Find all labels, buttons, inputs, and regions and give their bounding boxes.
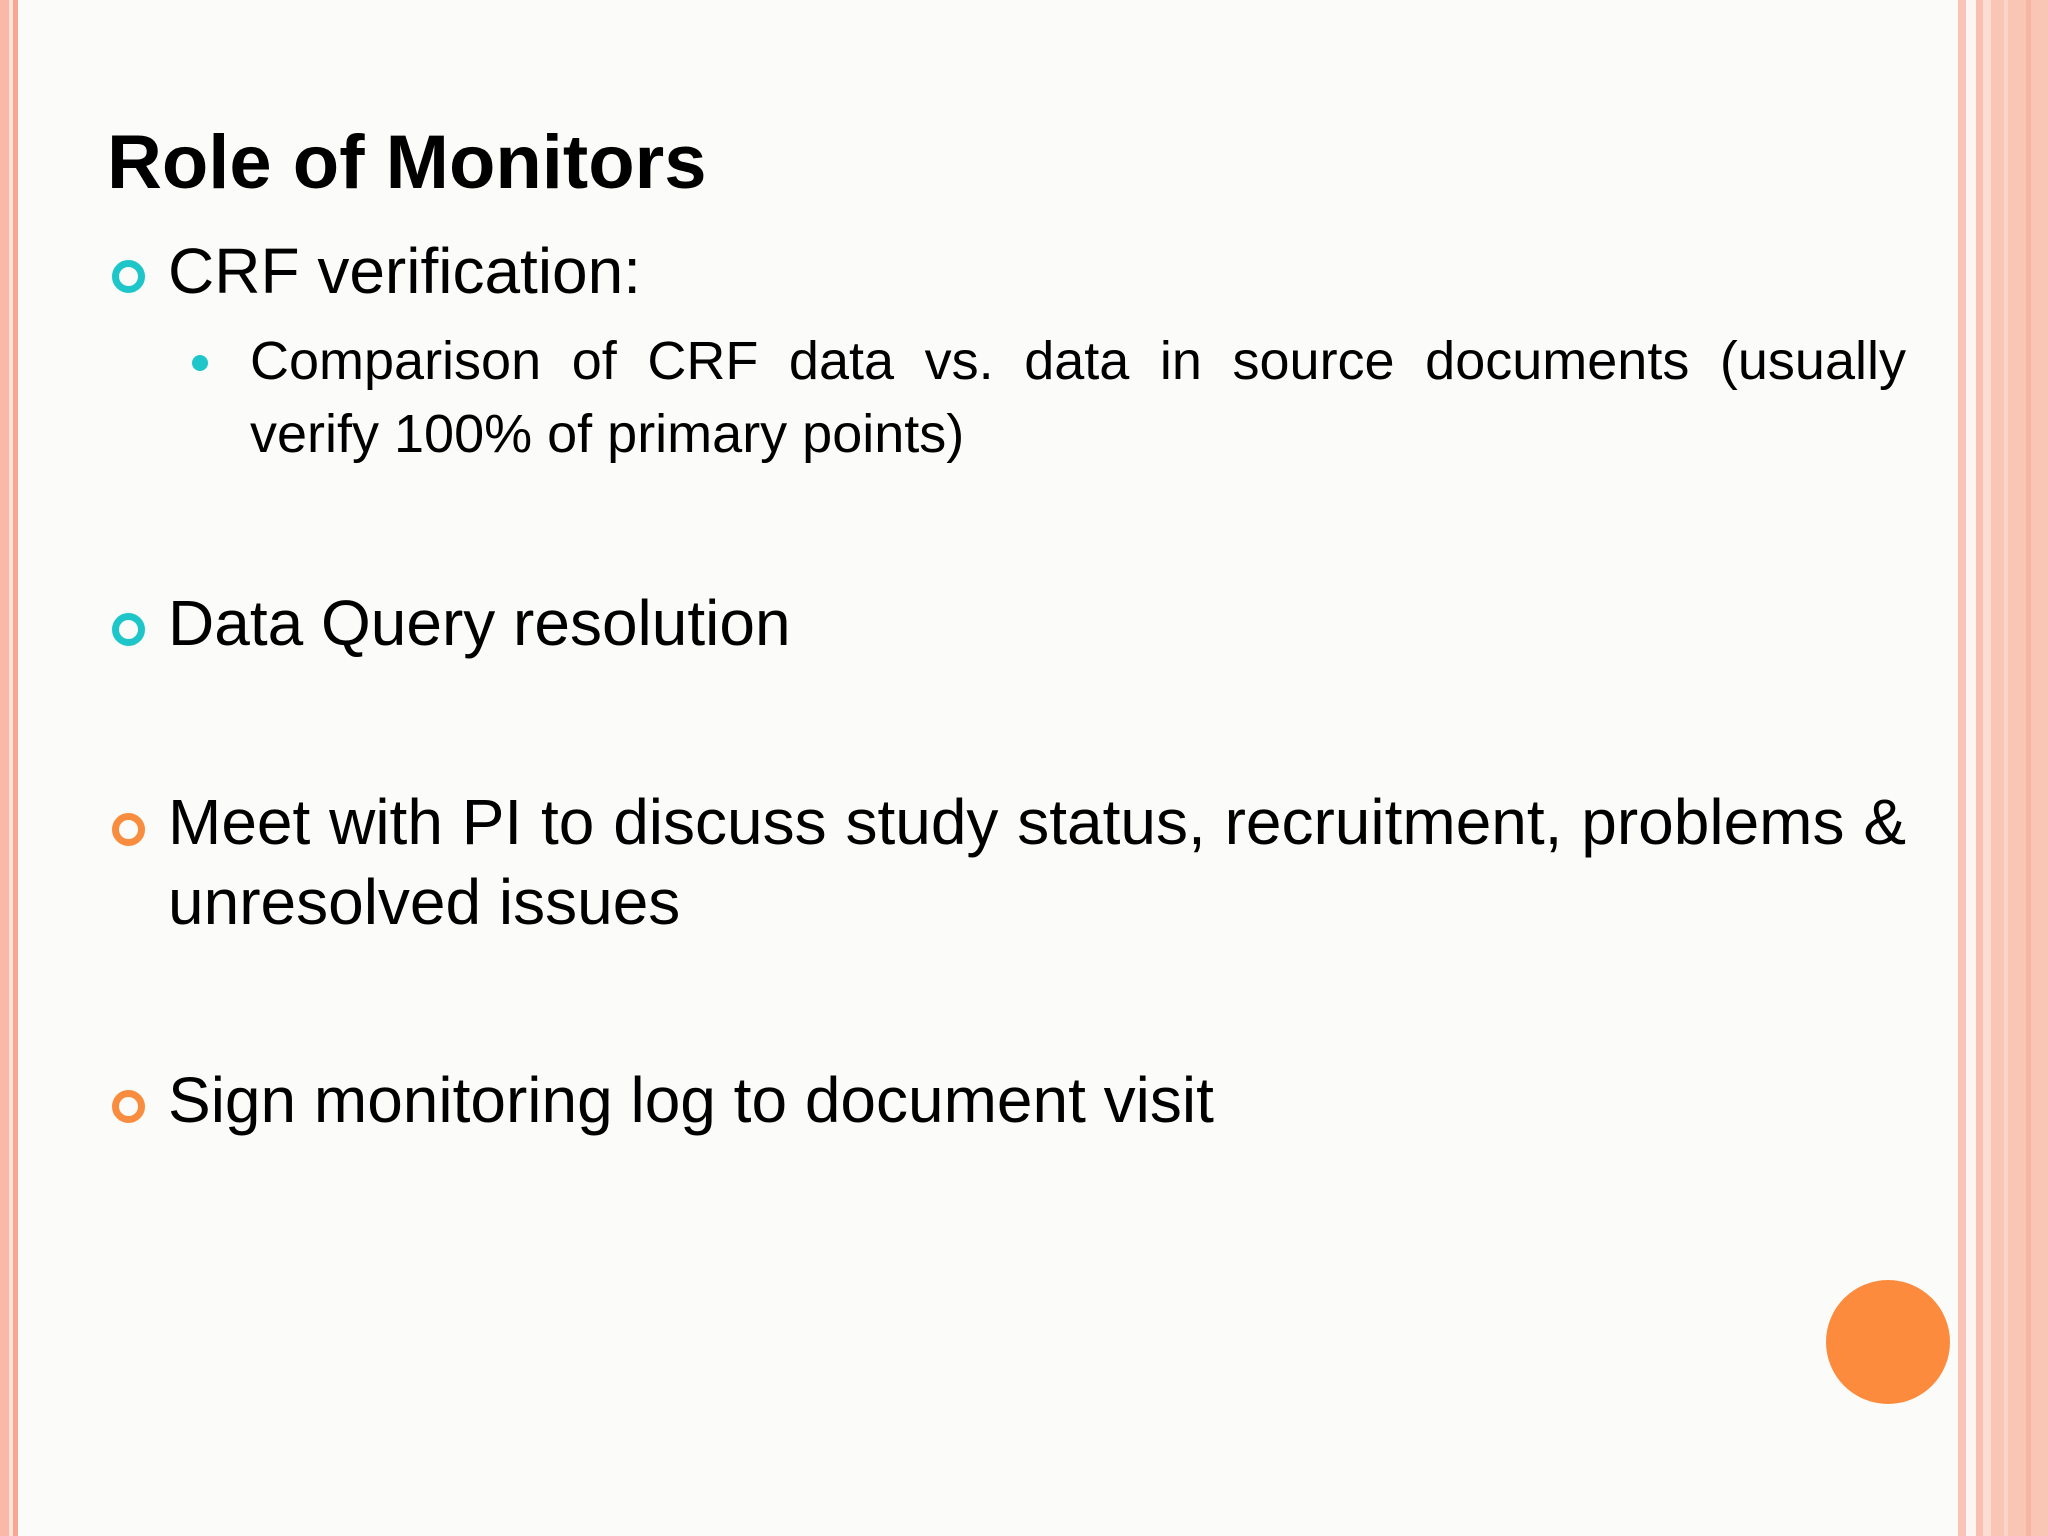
right-border-stripe: [1983, 0, 1991, 1536]
ring-bullet-icon: [112, 1090, 145, 1123]
right-border-stripe: [1966, 0, 1976, 1536]
ring-bullet-icon: [112, 260, 145, 293]
orange-circle-icon: [1826, 1280, 1950, 1404]
ring-bullet-icon: [112, 813, 145, 846]
sub-bullet-comparison: Comparison of CRF data vs. data in source documents (usually verify 100% of primary points): [250, 331, 1906, 464]
right-border-stripe: [2026, 0, 2031, 1536]
bullet-sign-monitoring-log: Sign monitoring log to document visit: [168, 1064, 1214, 1136]
right-border-stripe: [2004, 0, 2008, 1536]
left-border-stripe: [0, 0, 9, 1536]
bullet-meet-with-pi: Meet with PI to discuss study status, recruitment, problems & unresolved issues: [168, 786, 1906, 938]
right-border-stripe: [1991, 0, 2048, 1536]
right-border-stripe: [1958, 0, 1966, 1536]
right-border-stripe: [1976, 0, 1983, 1536]
bullet-data-query-resolution: Data Query resolution: [168, 587, 791, 659]
slide-title: Role of Monitors: [107, 120, 707, 205]
bullet-crf-verification: CRF verification:: [168, 235, 641, 307]
sub-bullet-dot-icon: [192, 355, 208, 371]
left-border-stripe: [13, 0, 18, 1536]
ring-bullet-icon: [112, 613, 145, 646]
